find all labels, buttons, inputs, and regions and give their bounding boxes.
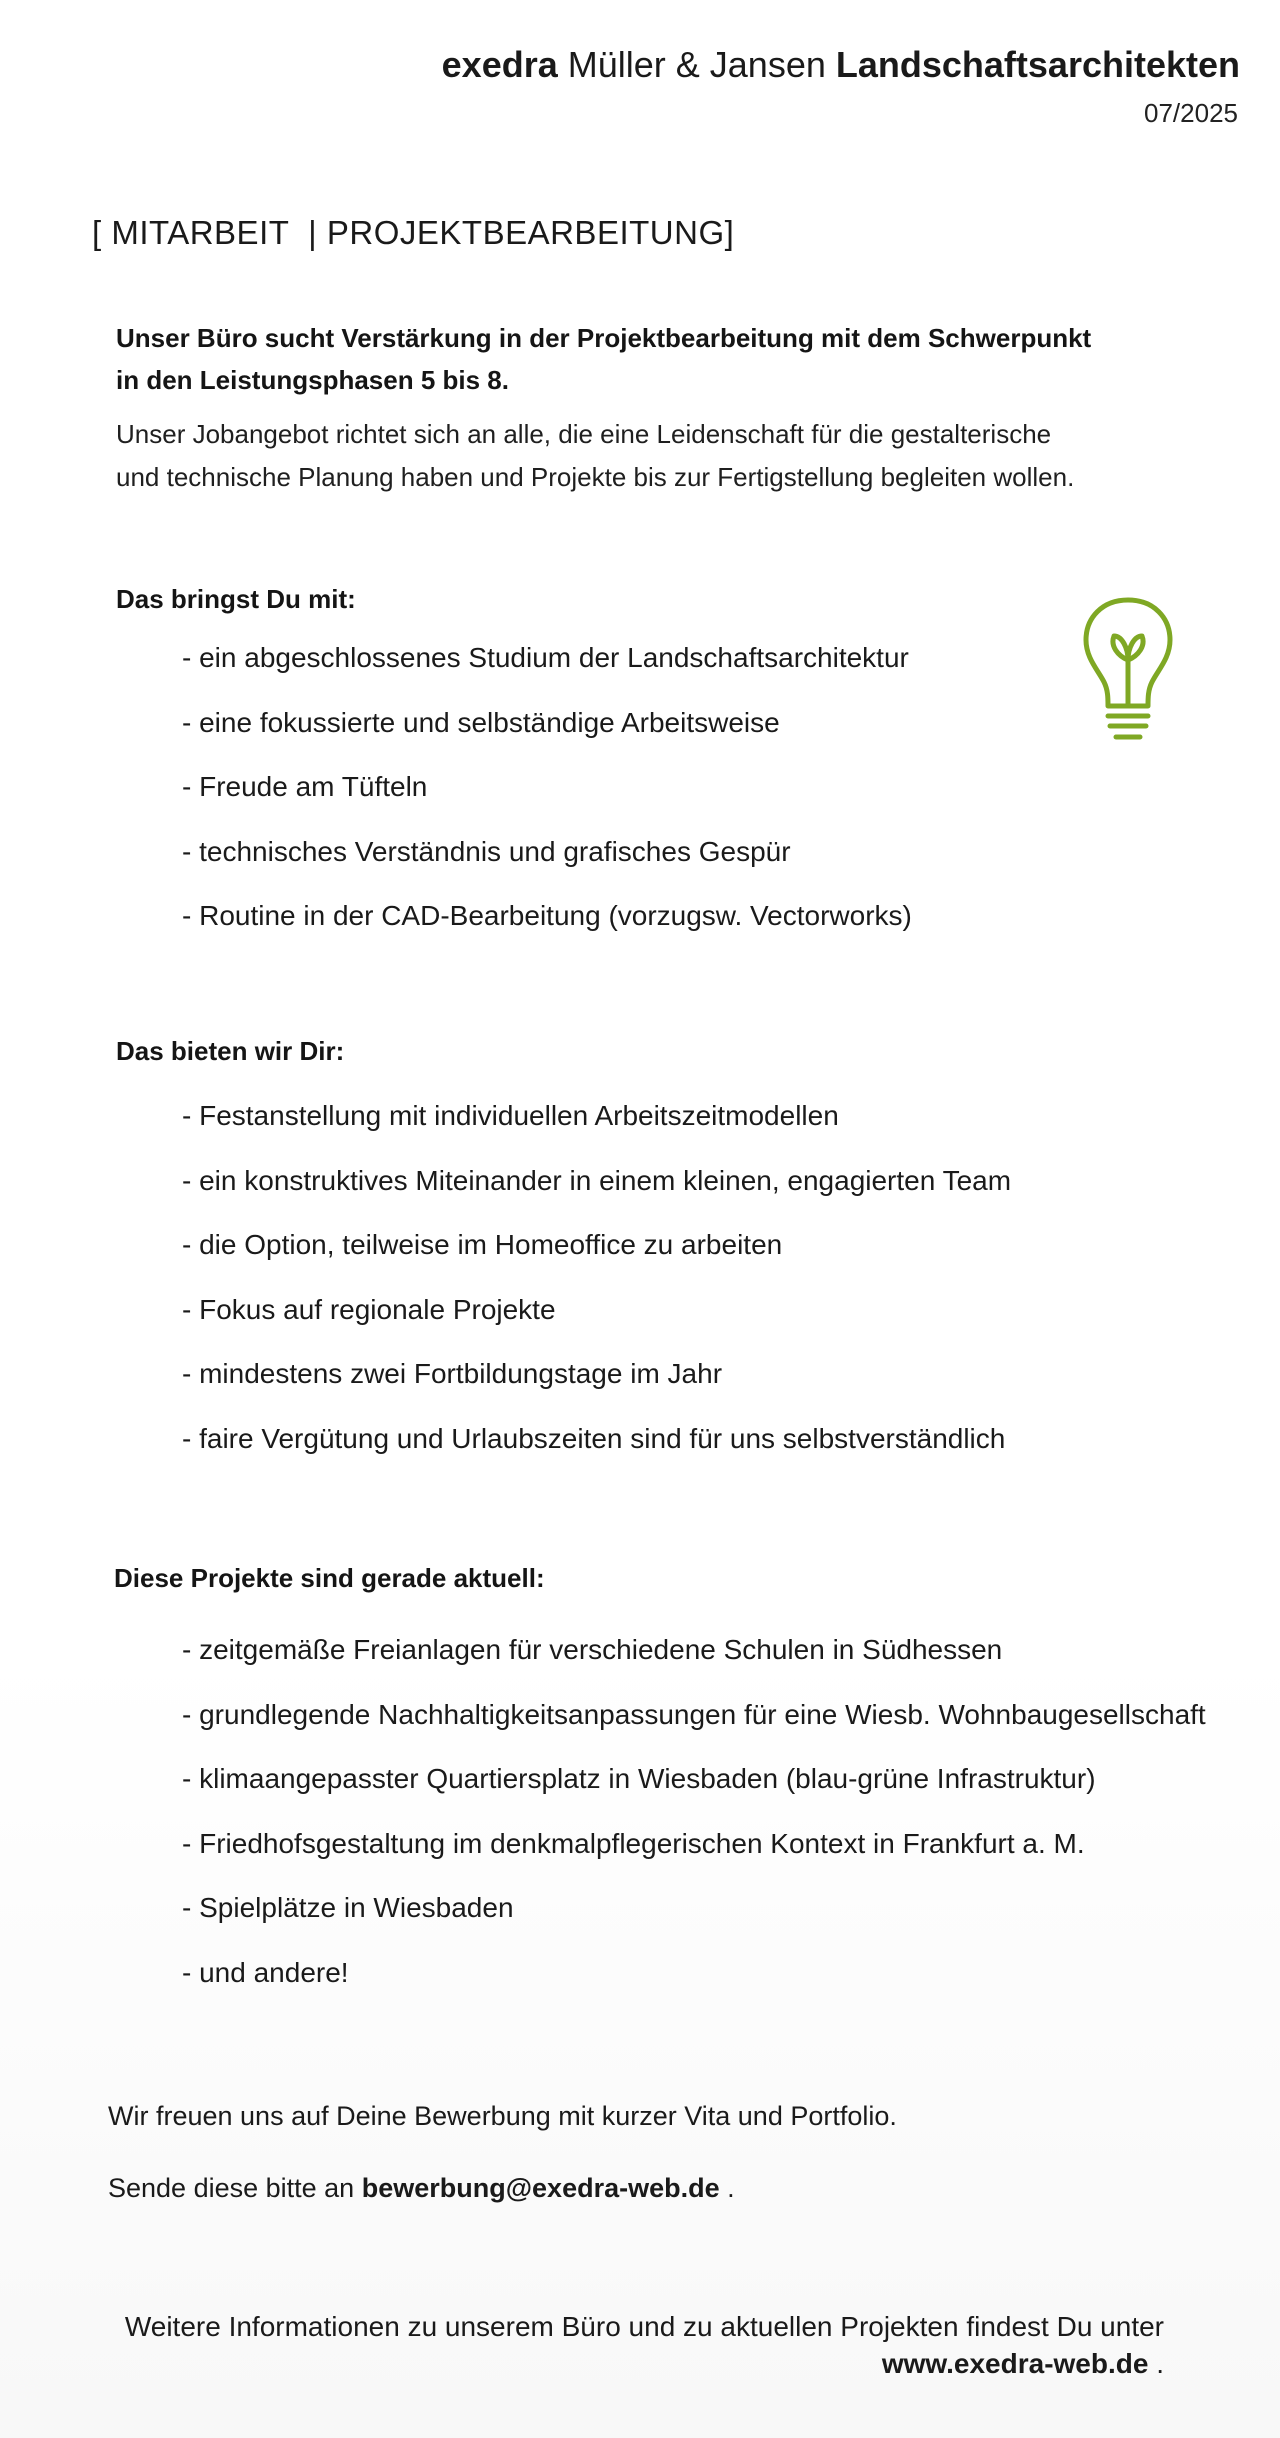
page-title: [ MITARBEIT | PROJEKTBEARBEITUNG] bbox=[92, 214, 735, 251]
closing-line: Wir freuen uns auf Deine Bewerbung mit kurzer Vita und Portfolio. bbox=[108, 2101, 897, 2131]
list-item: - Festanstellung mit individuellen Arbeitszeitmodellen bbox=[182, 1100, 839, 1131]
offer-heading: Das bieten wir Dir: bbox=[116, 1036, 345, 1066]
list-item: - technisches Verständnis und grafisches Gespür bbox=[182, 836, 791, 867]
list-item: - Spielplätze in Wiesbaden bbox=[182, 1892, 514, 1923]
partner-names: Müller & Jansen bbox=[567, 44, 826, 85]
posting-date: 07/2025 bbox=[1144, 98, 1238, 128]
footer-website-line bbox=[882, 2348, 1164, 2380]
application-line bbox=[108, 2173, 735, 2204]
list-item: - Freude am Tüfteln bbox=[182, 771, 428, 802]
list-item: - ein abgeschlossenes Studium der Landschaftsarchitektur bbox=[182, 642, 909, 673]
intro-line-1: Unser Jobangebot richtet sich an alle, die eine Leidenschaft für die gestalterische bbox=[116, 419, 1052, 449]
email-link[interactable]: bewerbung@exedra-web.de bbox=[361, 2173, 720, 2203]
application-suffix: . bbox=[719, 2173, 735, 2203]
intro-bold-line-2: in den Leistungsphasen 5 bis 8. bbox=[116, 365, 509, 395]
brand-name: exedra bbox=[441, 44, 558, 85]
discipline: Landschaftsarchitekten bbox=[835, 44, 1240, 85]
company-header bbox=[442, 44, 1240, 86]
list-item: - eine fokussierte und selbständige Arbeitsweise bbox=[182, 707, 780, 738]
list-item: - und andere! bbox=[182, 1957, 349, 1988]
intro-line-2: und technische Planung haben und Projekte bis zur Fertigstellung begleiten wollen. bbox=[116, 462, 1075, 492]
list-item: - Friedhofsgestaltung im denkmalpflegerischen Kontext in Frankfurt a. M. bbox=[182, 1828, 1085, 1859]
list-item: - Routine in der CAD-Bearbeitung (vorzugsw. Vectorworks) bbox=[182, 900, 912, 931]
list-item: - ein konstruktives Miteinander in einem kleinen, engagierten Team bbox=[182, 1165, 1012, 1196]
projects-heading: Diese Projekte sind gerade aktuell: bbox=[114, 1563, 545, 1593]
list-item: - zeitgemäße Freianlagen für verschiedene Schulen in Südhessen bbox=[182, 1634, 1003, 1665]
requirements-heading: Das bringst Du mit: bbox=[116, 584, 356, 614]
list-item: - die Option, teilweise im Homeoffice zu arbeiten bbox=[182, 1229, 783, 1260]
intro-bold-line-1: Unser Büro sucht Verstärkung in der Projektbearbeitung mit dem Schwerpunkt bbox=[116, 323, 1092, 353]
list-item: - klimaangepasster Quartiersplatz in Wiesbaden (blau-grüne Infrastruktur) bbox=[182, 1763, 1096, 1794]
list-item: - faire Vergütung und Urlaubszeiten sind für uns selbstverständlich bbox=[182, 1423, 1006, 1454]
lightbulb-icon bbox=[1082, 596, 1174, 746]
list-item: - mindestens zwei Fortbildungstage im Jahr bbox=[182, 1358, 723, 1389]
website-link[interactable]: www.exedra-web.de bbox=[881, 2348, 1149, 2379]
footer-suffix: . bbox=[1148, 2348, 1164, 2379]
application-prefix: Sende diese bitte an bbox=[108, 2173, 362, 2203]
list-item: - grundlegende Nachhaltigkeitsanpassungen für eine Wiesb. Wohnbaugesellschaft bbox=[182, 1699, 1206, 1730]
footer-info-line: Weitere Informationen zu unserem Büro und zu aktuellen Projekten findest Du unter bbox=[124, 2311, 1164, 2342]
list-item: - Fokus auf regionale Projekte bbox=[182, 1294, 556, 1325]
